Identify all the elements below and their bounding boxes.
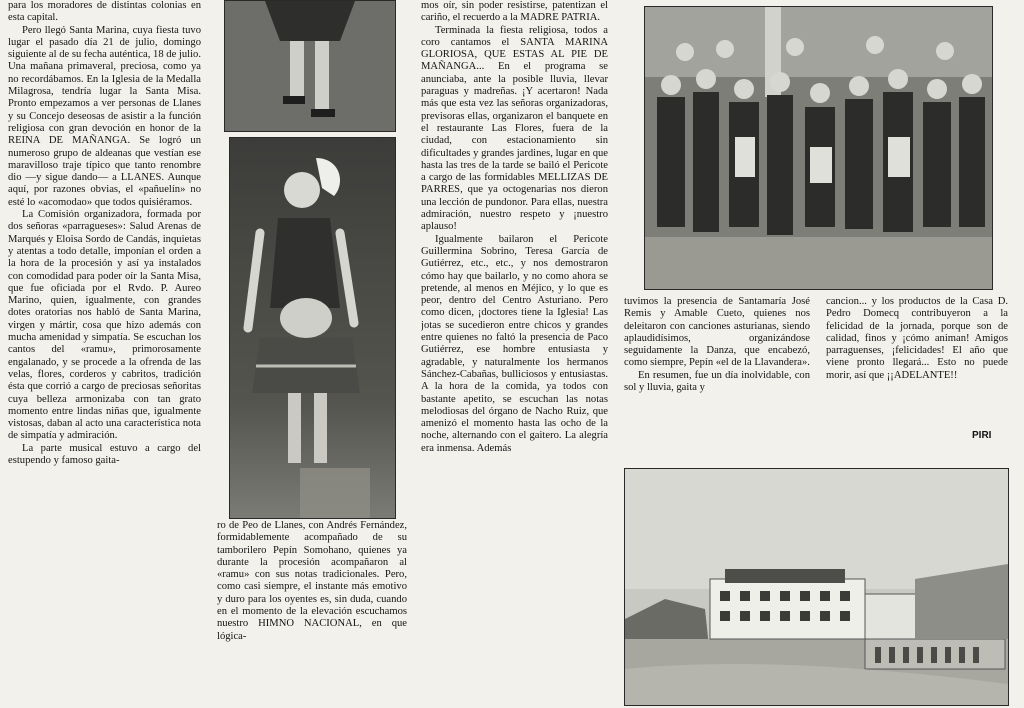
paragraph: Pero llegó Santa Marina, cuya fiesta tuvo lugar el pasado día 21 de julio, domingo siguiente al de su fecha auténtica, 18 de julio. Una mañana primaveral, preciosa, como ya no recordábamos. En la Iglesia de la Medalla Milagrosa, tendría lugar la Santa Misa. Pronto empezamos a ver personas de Llanes y su Concejo deseosas de asistir a la función religiosa con gran devoción en honor de la REINA DE MAÑANGA. Se logró un numeroso grupo de aldeanas que vestían ese maravilloso traje típico que tanto renombre dio —y sigue dando— a LLANES. Aunque aquí, por razones obvias, el «pañuelín» no esté lo «acomodao» que todos quisiéramos. xyxy=(8,24,201,208)
paragraph: cancion... y los productos de la Casa D. Pedro Domecq contribuyeron a la felicidad de la jornada, porque son de calidad, finos y ¡cómo animan! Amigos parraguenses, ¡felicidades! El año que viene pronto llegará... Esto no puede morir, así que ¡¡ADELANTE!! xyxy=(826,296,1008,381)
paragraph: En resumen, fue un día inolvidable, con sol y lluvia, gaita y xyxy=(624,369,810,394)
paragraph: tuvimos la presencia de Santamaría José Remis y Amable Cueto, quienes nos deleitaron con canciones asturianas, siendo aplaudidísimos, organizándose seguidamente la Danza, que encabezó, como siempre, Pepín «el de la Llavandera». xyxy=(624,296,810,369)
paragraph: para los moradores de distintas colonias en esta capital. xyxy=(8,0,201,24)
paragraph: La parte musical estuvo a cargo del estupendo y famoso gaita- xyxy=(8,442,201,466)
seaside-building-photo xyxy=(624,468,1009,706)
paragraph: La Comisión organizadora, formada por dos señoras «parragueses»: Salud Arenas de Marqués y Eloisa Sordo de Candás, inquietas y atentas a todo detalle, imponían el orden a la hora de la procesión y así ya instalados con comodidad para poder oír la Santa Misa, que fue oficiada por el Rvdo. P. Aureo Marino, quien, igualmente, con grandes dotes oratorias nos habló de Santa Marina, virgen y mártir, cosa que hizo además con mucha amenidad y simpatía. Se escuchan los cantos del «ramu», primorosamente engalanado, y se procede a la ofrenda de las velas, flores, corderos y cabritos, tradición ésta que corrió a cargo de preciosas señoritas cuya belleza armonizaba con tan grato momento entre lindas niñas que, igualmente vistosas, daban al acto una característica nota de simpatía y admiración. xyxy=(8,209,201,442)
article-column-2 xyxy=(217,520,407,708)
paragraph: mos oír, sin poder resistirse, patentizan el cariño, el recuerdo a la MADRE PATRIA. xyxy=(421,0,608,24)
paragraph: Igualmente bailaron el Pericote Guillermina Sobrino, Teresa García de Gutiérrez, etc., etc., y nos demostraron cómo hay que bailarlo, y no como ahora se pretende, al menos en Méjico, y lo que es peor, dentro del Centro Asturiano. Pero como dicen, ¡doctores tiene la Iglesia! Las jotas se sucedieron entre chicos y grandes entre quienes no faltó la presencia de Paco Gutiérrez, ese hombre entusiasta y agradable, y naturalmente los hermanos Sánchez-Cabañas, bulliciosos y entusiastas. A la hora de la comida, ya todos con bastante apetito, se escuchan las notas melodiosas del órgano de Nacho Ruiz, que amenizó el momento hasta las ocho de la noche, alternando con el gaitero. La alegría era inmensa. Además xyxy=(421,233,608,454)
group-of-children-photo xyxy=(644,6,993,290)
article-column-5 xyxy=(826,296,1008,436)
article-column-4 xyxy=(624,296,810,456)
article-column-1 xyxy=(8,0,201,708)
girl-in-traditional-dress-photo xyxy=(229,137,396,519)
dancer-legs-photo xyxy=(224,0,396,132)
article-column-3 xyxy=(421,0,608,708)
paragraph: Terminada la fiesta religiosa, todos a coro cantamos el SANTA MARINA GLORIOSA, QUE ESTAS AL PIE DE MAÑANGA... En el programa se anunciaba, ante la posible lluvia, llevar paraguas y madreñas. ¡Y acertaron! Nada más que esta vez las señoras organizadoras, previsoras ellas, organizaron el banquete en el restaurante Las Flores, fuera de la ciudad, con estacionamiento sin dificultades y grandes jardines, lugar en que hasta las tres de la tarde se bailó el Pericote a cargo de las formidables MELLIZAS DE PARRES, que ya octogenarias nos dieron una lección de pundonor. Para ellas, nuestra admiración, nuestro respeto y ¡nuestro aplauso! xyxy=(421,24,608,233)
paragraph: ro de Peo de Llanes, con Andrés Fernández, formidablemente acompañado de su tamborilero Pepín Somohano, quienes ya durante la procesión acompañaron al «ramu» con sus notas tradicionales. Pero, como casi siempre, el instante más emotivo y duro para los oyentes es, sin duda, cuando en el momento de la elevación escuchamos nuestro HIMNO NACIONAL, en que lógica- xyxy=(217,520,407,642)
author-signature: PIRI xyxy=(972,430,992,441)
